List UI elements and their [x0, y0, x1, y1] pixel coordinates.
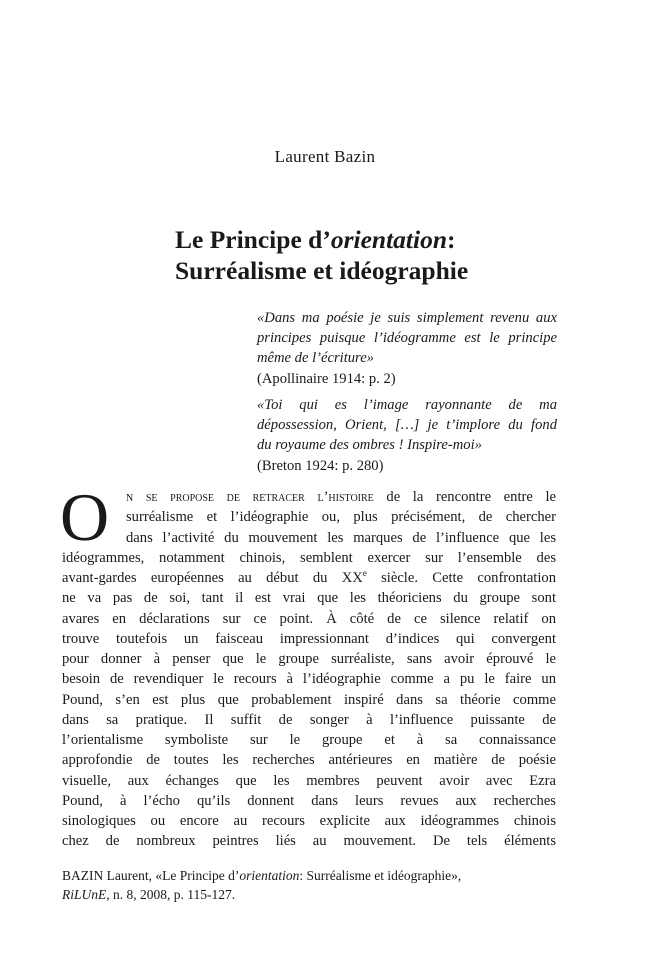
body-line: surréalisme et l’idéographie ou, plus précisément, de chercher: [126, 509, 556, 526]
body-line: [62, 487, 556, 507]
footer-line-1: [62, 866, 556, 885]
article-title: [175, 224, 595, 286]
body-text: [62, 487, 556, 852]
footer-italic-word: orientation: [239, 868, 300, 883]
body-line: chez de nombreux peintres liés au mouvement. De tels éléments: [62, 833, 556, 850]
body-line: trouve toutefois un faisceau impressionnant d’indices qui convergent: [62, 630, 556, 647]
drop-cap: O: [60, 479, 110, 555]
body-line: ne va pas de soi, tant il est vrai que les théoriciens du groupe sont: [62, 590, 556, 607]
century-superscript: e: [362, 568, 367, 579]
century-rest: siècle. Cette confrontation: [366, 570, 556, 586]
body-line: Pound, s’en est plus que probablement inspiré dans sa théorie comme: [62, 691, 556, 708]
body-line: avares en déclarations sur ce point. À côté de ce silence relatif on: [62, 610, 556, 627]
body-line: besoin de revendiquer le recours à l’idéographie comme a pu le faire un: [62, 671, 556, 688]
epigraph-line: dépossession, Orient, […] je t’implore du fond: [257, 417, 557, 434]
body-line: approfondie de toutes les recherches antérieures en matière de poésie: [62, 752, 556, 769]
first-line-rest: de la rencontre entre le: [373, 489, 557, 505]
title-italic-word: orientation: [330, 225, 448, 254]
body-line: l’orientalisme symboliste sur le groupe et à sa connaissance: [62, 732, 556, 748]
epigraph-line: principes puisque l’idéogramme est le principe: [257, 330, 557, 347]
footer-prefix: BAZIN Laurent, «Le Principe d’: [62, 868, 240, 883]
body-line: [62, 568, 556, 588]
epigraph-2: [257, 395, 557, 476]
first-line-smallcaps: n se propose de retracer l’histoire: [126, 489, 374, 505]
epigraph-line: même de l’écriture»: [257, 350, 374, 367]
body-line: sinologiques ou encore au recours explicite aux idéogrammes chinois: [62, 813, 556, 829]
epigraph-line: «Toi qui es l’image rayonnante de ma: [257, 397, 557, 413]
footer-line-2: [62, 885, 556, 904]
title-prefix: Le Principe d’: [175, 225, 331, 254]
author-name: Laurent Bazin: [274, 147, 376, 166]
title-line-1: [175, 224, 595, 255]
title-colon: :: [447, 225, 456, 254]
title-line-2: Surréalisme et idéographie: [175, 256, 469, 285]
epigraph-citation: (Breton 1924: p. 280): [257, 457, 384, 474]
journal-name: RiLUnE: [62, 887, 107, 902]
epigraph-1: [257, 308, 557, 389]
epigraph-line: «Dans ma poésie je suis simplement revenu aux: [257, 310, 557, 326]
footer-suffix: : Surréalisme et idéographie»,: [299, 868, 462, 883]
body-line: visuelle, aux échanges que les membres peuvent avoir avec Ezra: [62, 772, 556, 789]
century-text: avant-gardes européennes au début du XX: [62, 570, 363, 586]
body-line: idéogrammes, notamment chinois, semblent exercer sur l’ensemble des: [62, 549, 556, 566]
citation-footer: [62, 866, 556, 904]
footer-issue: , n. 8, 2008, p. 115-127.: [106, 887, 236, 902]
epigraph-citation: (Apollinaire 1914: p. 2): [257, 370, 396, 387]
epigraph-line: du royaume des ombres ! Inspire-moi»: [257, 437, 482, 454]
body-line: dans sa pratique. Il suffit de songer à l’influence puissante de: [62, 711, 556, 728]
body-line: dans l’activité du mouvement les marques de l’influence que les: [126, 529, 556, 546]
body-line: Pound, à l’écho qu’ils donnent dans leurs revues aux recherches: [62, 792, 556, 809]
body-line: pour donner à penser que le groupe surréaliste, sans avoir éprouvé le: [62, 651, 556, 667]
